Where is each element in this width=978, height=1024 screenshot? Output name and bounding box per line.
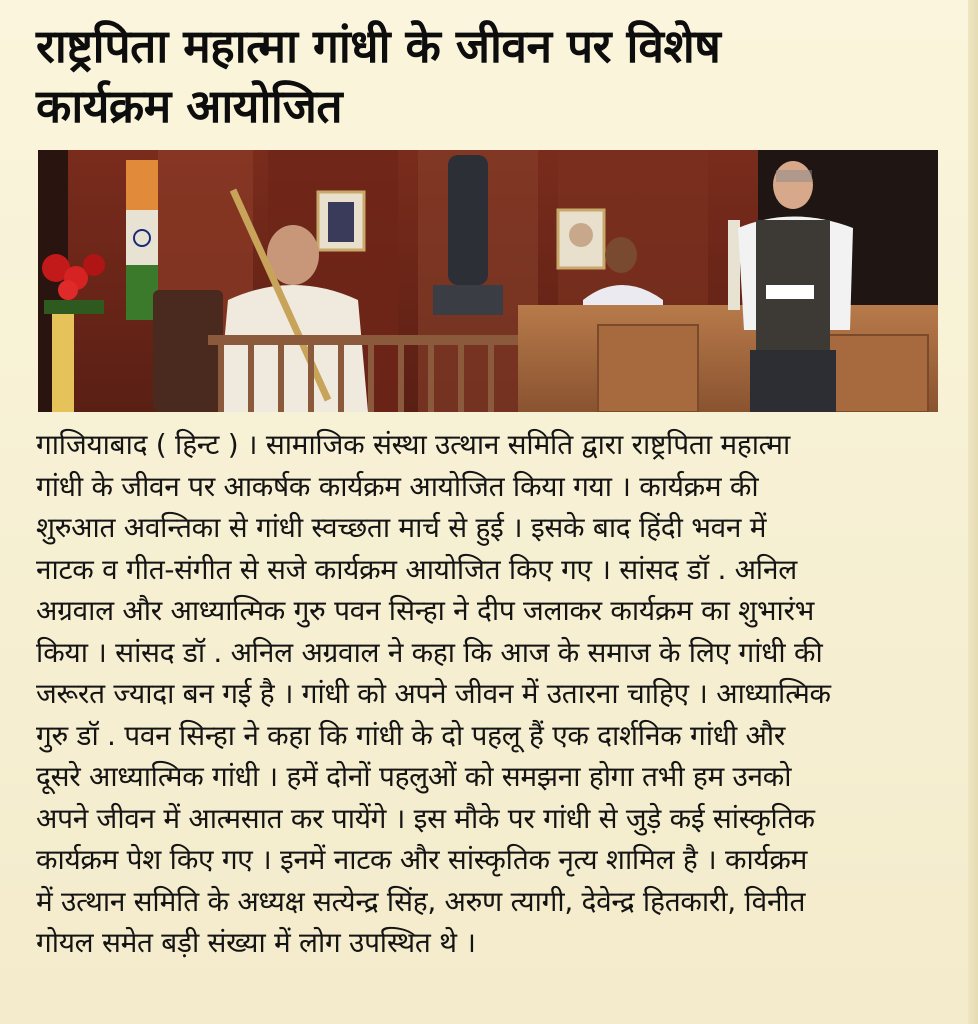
article-line: अग्रवाल और आध्यात्मिक गुरु पवन सिन्हा ने दीप जलाकर कार्यक्रम का शुभारंभ: [36, 594, 815, 627]
article-line: में उत्थान समिति के अध्यक्ष सत्येन्द्र सिंह, अरुण त्यागी, देवेन्द्र हितकारी, विनीत: [36, 884, 806, 918]
article-line: गोयल समेत बड़ी संख्या में लोग उपस्थित थे ।: [36, 926, 476, 959]
news-photo: [38, 150, 938, 412]
stage-photo-illustration: [38, 150, 938, 412]
page-edge: [968, 0, 978, 1024]
headline: [36, 16, 936, 136]
article-line: नाटक व गीत-संगीत से सजे कार्यक्रम आयोजित किए गए । सांसद डॉ . अनिल: [36, 552, 797, 586]
article-line: किया । सांसद डॉ . अनिल अग्रवाल ने कहा कि आज के समाज के लिए गांधी की: [36, 635, 823, 669]
article-line: अपने जीवन में आत्मसात कर पायेंगे । इस मौके पर गांधी से जुड़े कई सांस्कृतिक: [36, 801, 815, 835]
article-line: शुरुआत अवन्तिका से गांधी स्वच्छता मार्च से हुई । इसके बाद हिंदी भवन में: [36, 511, 767, 544]
article-line: जरूरत ज्यादा बन गई है । गांधी को अपने जीवन में उतारना चाहिए । आध्यात्मिक: [36, 677, 831, 710]
article-body: [36, 424, 946, 964]
article-line: गुरु डॉ . पवन सिन्हा ने कहा कि गांधी के दो पहलू हैं एक दार्शनिक गांधी और: [36, 718, 786, 752]
article-line: कार्यक्रम पेश किए गए । इनमें नाटक और सांस्कृतिक नृत्य शामिल है । कार्यक्रम: [36, 843, 808, 876]
article-line: गांधी के जीवन पर आकर्षक कार्यक्रम आयोजित किया गया । कार्यक्रम की: [36, 469, 759, 503]
article-line: गाजियाबाद ( हिन्ट ) । सामाजिक संस्था उत्थान समिति द्वारा राष्ट्रपिता महात्मा: [36, 428, 790, 461]
headline-line-1: राष्ट्रपिता महात्मा गांधी के जीवन पर विशेष: [36, 19, 721, 73]
headline-line-2: कार्यक्रम आयोजित: [36, 79, 343, 133]
article-line: दूसरे आध्यात्मिक गांधी । हमें दोनों पहलुओं को समझना होगा तभी हम उनको: [36, 760, 792, 793]
